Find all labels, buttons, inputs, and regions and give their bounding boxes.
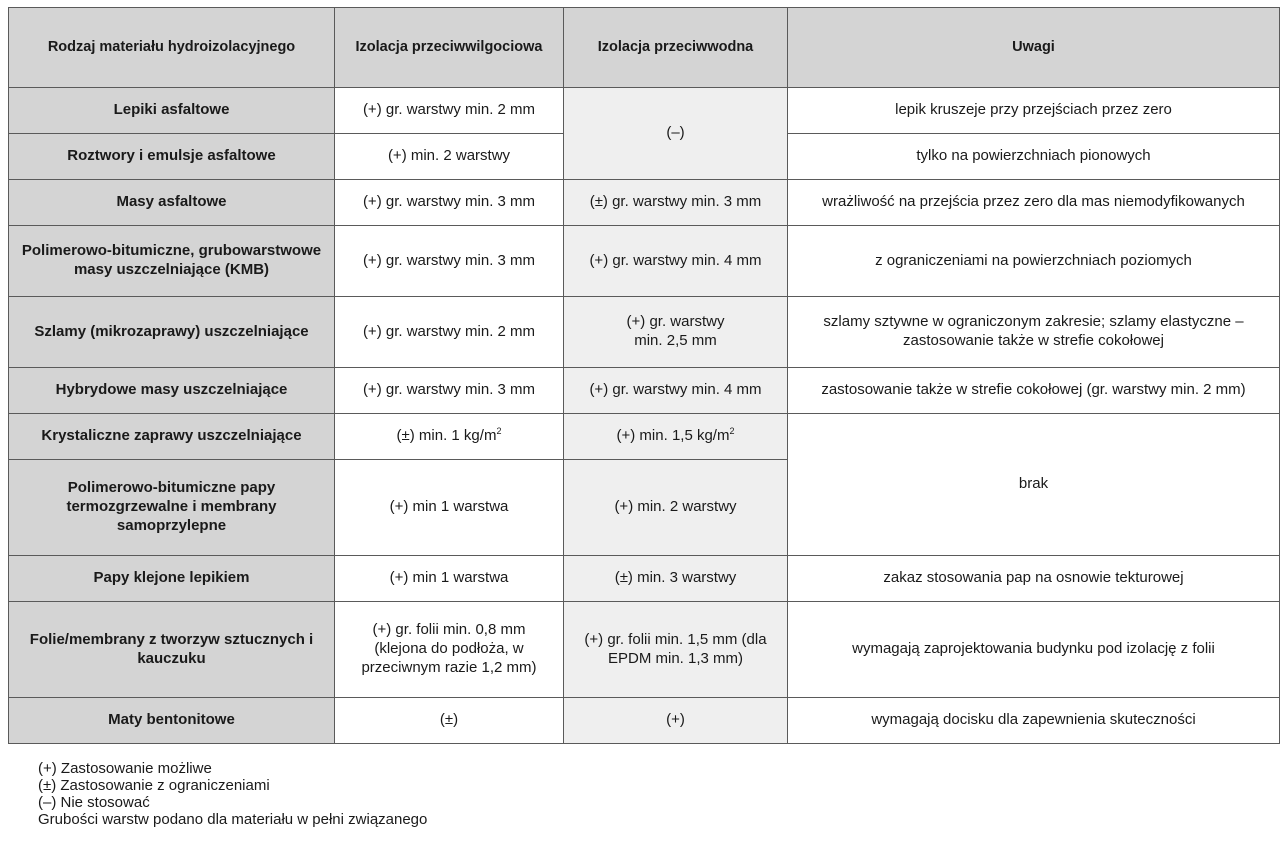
notes-cell: wymagają docisku dla zapewnienia skuteczności (788, 698, 1280, 744)
damp-value: (±) min. 1 kg/m (396, 427, 497, 445)
damp-cell: (+) gr. warstwy min. 3 mm (335, 226, 564, 297)
table-row (9, 180, 1280, 226)
notes-cell: szlamy sztywne w ograniczonym zakresie; szlamy elastyczne – zastosowanie także w strefie cokołowej (788, 297, 1280, 368)
table-row (9, 602, 1280, 698)
header-row (9, 8, 1280, 88)
damp-cell: (±) (335, 698, 564, 744)
water-cell (564, 414, 788, 460)
notes-cell: tylko na powierzchniach pionowych (788, 134, 1280, 180)
water-cell: (+) gr. warstwy min. 2,5 mm (564, 297, 788, 368)
header-water: Izolacja przeciwwodna (564, 8, 788, 88)
material-cell: Polimerowo-bitumiczne, grubowarstwowe masy uszczelniające (KMB) (9, 226, 335, 297)
material-cell: Maty bentonitowe (9, 698, 335, 744)
notes-cell: zastosowanie także w strefie cokołowej (gr. warstwy min. 2 mm) (788, 368, 1280, 414)
water-cell: (+) gr. warstwy min. 4 mm (564, 368, 788, 414)
superscript: 2 (729, 426, 735, 437)
legend-item: (±) Zastosowanie z ograniczeniami (38, 777, 270, 794)
table-row (9, 88, 1280, 134)
material-cell: Lepiki asfaltowe (9, 88, 335, 134)
water-cell: (–) (564, 88, 788, 180)
table-row (9, 698, 1280, 744)
notes-cell: lepik kruszeje przy przejściach przez zero (788, 88, 1280, 134)
table-row (9, 226, 1280, 297)
material-cell: Roztwory i emulsje asfaltowe (9, 134, 335, 180)
notes-cell: wrażliwość na przejścia przez zero dla mas niemodyfikowanych (788, 180, 1280, 226)
waterproofing-table (8, 7, 1280, 744)
header-damp: Izolacja przeciwwilgociowa (335, 8, 564, 88)
header-material: Rodzaj materiału hydroizolacyjnego (9, 8, 335, 88)
notes-cell: wymagają zaprojektowania budynku pod izolację z folii (788, 602, 1280, 698)
water-cell: (±) gr. warstwy min. 3 mm (564, 180, 788, 226)
damp-cell: (+) gr. warstwy min. 2 mm (335, 88, 564, 134)
material-cell: Papy klejone lepikiem (9, 556, 335, 602)
table-row (9, 297, 1280, 368)
water-cell: (+) gr. folii min. 1,5 mm (dla EPDM min. 1,3 mm) (564, 602, 788, 698)
water-cell: (+) (564, 698, 788, 744)
damp-cell: (+) min 1 warstwa (335, 460, 564, 556)
material-cell: Hybrydowe masy uszczelniające (9, 368, 335, 414)
damp-cell (335, 414, 564, 460)
damp-cell: (+) min. 2 warstwy (335, 134, 564, 180)
material-cell: Szlamy (mikrozaprawy) uszczelniające (9, 297, 335, 368)
damp-cell: (+) min 1 warstwa (335, 556, 564, 602)
water-value: (+) min. 1,5 kg/m (616, 427, 730, 445)
material-cell: Krystaliczne zaprawy uszczelniające (9, 414, 335, 460)
damp-cell: (+) gr. warstwy min. 3 mm (335, 368, 564, 414)
legend (38, 760, 427, 828)
water-cell: (±) min. 3 warstwy (564, 556, 788, 602)
material-cell: Folie/membrany z tworzyw sztucznych i kauczuku (9, 602, 335, 698)
water-cell: (+) gr. warstwy min. 4 mm (564, 226, 788, 297)
legend-item: (–) Nie stosować (38, 794, 150, 811)
table-container (8, 7, 1279, 744)
damp-cell: (+) gr. warstwy min. 2 mm (335, 297, 564, 368)
notes-cell: z ograniczeniami na powierzchniach poziomych (788, 226, 1280, 297)
material-cell: Polimerowo-bitumiczne papy termozgrzewalne i membrany samoprzylepne (9, 460, 335, 556)
header-notes: Uwagi (788, 8, 1280, 88)
legend-item: Grubości warstw podano dla materiału w pełni związanego (38, 811, 428, 828)
table-row (9, 556, 1280, 602)
table-row (9, 368, 1280, 414)
material-cell: Masy asfaltowe (9, 180, 335, 226)
table-row (9, 414, 1280, 460)
water-cell: (+) min. 2 warstwy (564, 460, 788, 556)
notes-cell: brak (788, 414, 1280, 556)
notes-cell: zakaz stosowania pap na osnowie tekturowej (788, 556, 1280, 602)
damp-cell: (+) gr. warstwy min. 3 mm (335, 180, 564, 226)
damp-cell: (+) gr. folii min. 0,8 mm (klejona do podłoża, w przeciwnym razie 1,2 mm) (335, 602, 564, 698)
superscript: 2 (496, 426, 502, 437)
legend-item: (+) Zastosowanie możliwe (38, 760, 212, 777)
